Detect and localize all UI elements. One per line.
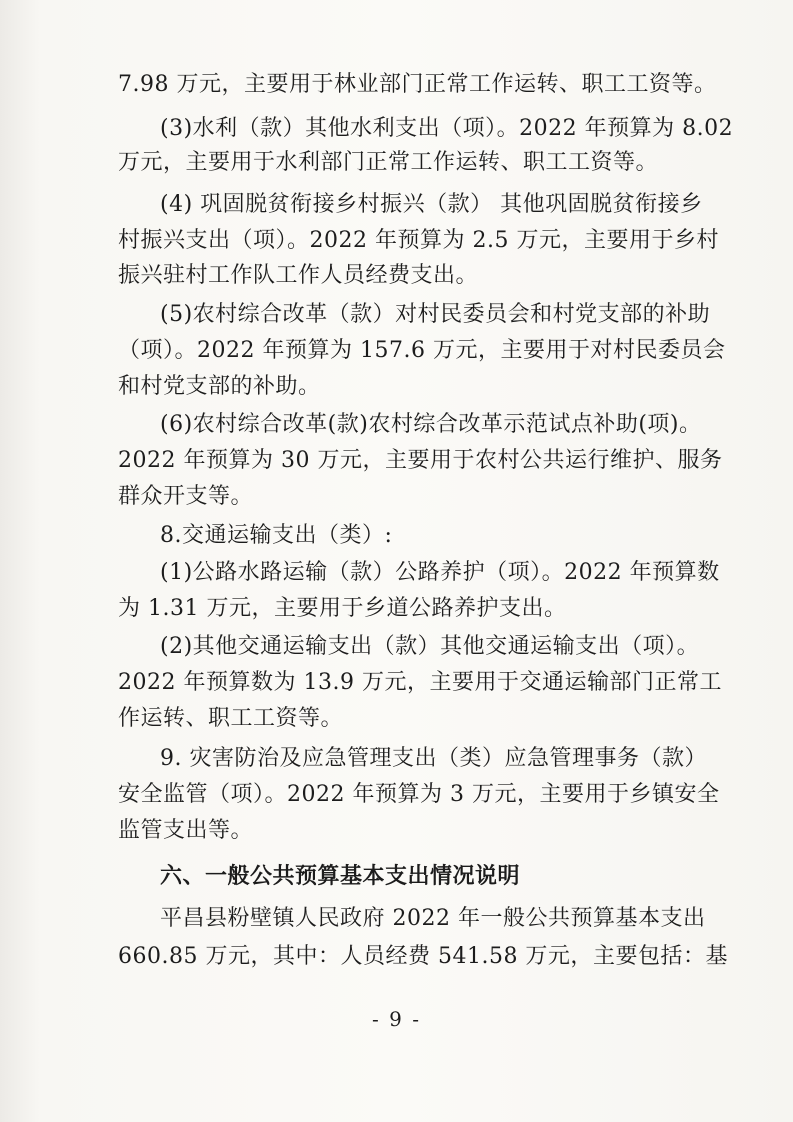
text-line: （项）。2022 年预算为 157.6 万元，主要用于对村民委员会 bbox=[118, 338, 726, 363]
section-heading: 六、一般公共预算基本支出情况说明 bbox=[160, 864, 521, 889]
text-line: 7.98 万元，主要用于林业部门正常工作运转、职工工资等。 bbox=[118, 72, 717, 97]
text-line: 村振兴支出（项）。2022 年预算为 2.5 万元，主要用于乡村 bbox=[118, 228, 719, 253]
text-line: (1)公路水路运输（款）公路养护（项）。2022 年预算数 bbox=[160, 560, 720, 585]
text-line: 群众开支等。 bbox=[118, 484, 254, 509]
text-line: (4) 巩固脱贫衔接乡村振兴（款） 其他巩固脱贫衔接乡 bbox=[160, 192, 703, 217]
text-line: (5)农村综合改革（款）对村民委员会和村党支部的补助 bbox=[160, 302, 711, 327]
text-line: 安全监管（项）。2022 年预算为 3 万元，主要用于乡镇安全 bbox=[118, 782, 720, 807]
text-line: 监管支出等。 bbox=[118, 818, 254, 843]
text-line: 和村党支部的补助。 bbox=[118, 374, 321, 399]
text-line: 9. 灾害防治及应急管理支出（类）应急管理事务（款） bbox=[160, 746, 707, 771]
text-line: 660.85 万元，其中：人员经费 541.58 万元，主要包括：基 bbox=[118, 944, 728, 969]
text-line: 2022 年预算数为 13.9 万元，主要用于交通运输部门正常工 bbox=[118, 670, 722, 695]
text-line: 万元，主要用于水利部门正常工作运转、职工工资等。 bbox=[118, 150, 659, 175]
text-line: 作运转、职工工资等。 bbox=[118, 706, 344, 731]
text-line: 振兴驻村工作队工作人员经费支出。 bbox=[118, 263, 479, 288]
text-line: 8.交通运输支出（类）: bbox=[160, 523, 393, 548]
text-line: 2022 年预算为 30 万元，主要用于农村公共运行维护、服务 bbox=[118, 448, 723, 473]
page-number: - 9 - bbox=[372, 1007, 421, 1031]
text-line: (6)农村综合改革(款)农村综合改革示范试点补助(项)。 bbox=[160, 412, 702, 437]
text-line: 为 1.31 万元，主要用于乡道公路养护支出。 bbox=[118, 596, 567, 621]
text-line: (3)水利（款）其他水利支出（项）。2022 年预算为 8.02 bbox=[160, 116, 734, 141]
text-line: 平昌县粉壁镇人民政府 2022 年一般公共预算基本支出 bbox=[160, 906, 706, 931]
text-line: (2)其他交通运输支出（款）其他交通运输支出（项）。 bbox=[160, 634, 700, 659]
